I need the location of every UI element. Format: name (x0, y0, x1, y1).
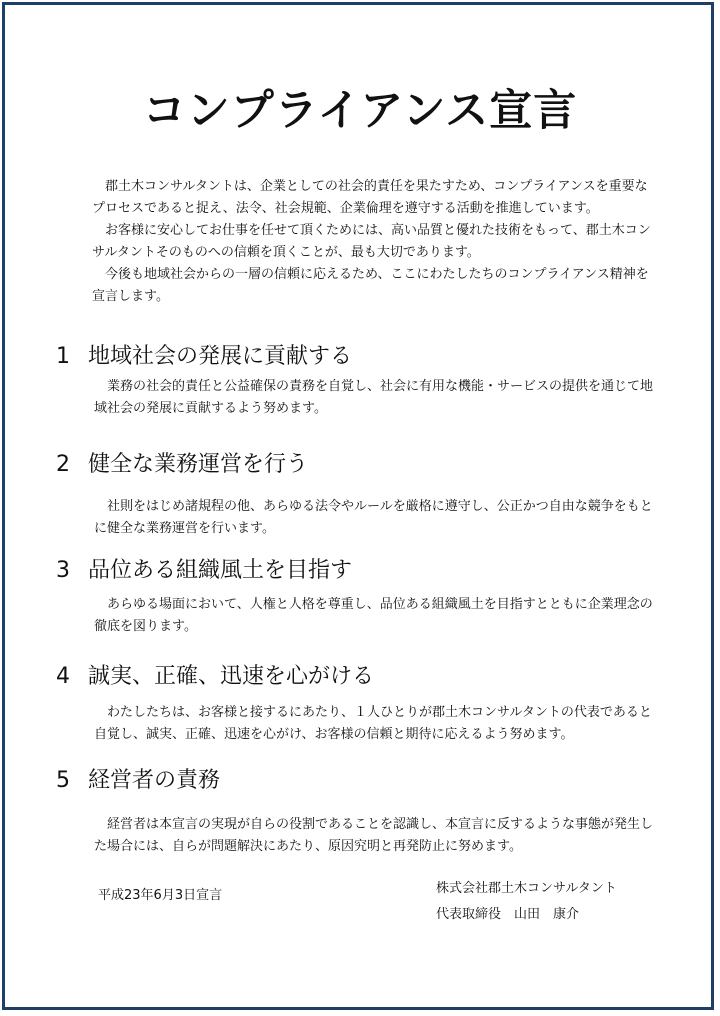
section-number: 1 (56, 344, 70, 369)
section-body-2: 社則をはじめ諸規程の他、あらゆる法令やルールを厳格に遵守し、公正かつ自由な競争をもとに健全な業務運営を行います。 (94, 499, 653, 536)
section-body-1: 業務の社会的責任と公益確保の責務を自覚し、社会に有用な機能・サービスの提供を通じて地域社会の発展に貢献するよう努めます。 (94, 379, 654, 416)
section-heading-text: 地域社会の発展に貢献する (88, 344, 353, 369)
section-body-4: わたしたちは、お客様と接するにあたり、１人ひとりが郡土木コンサルタントの代表であると自覚し、誠実、正確、迅速を心がけ、お客様の信頼と期待に応えるよう努めます。 (94, 705, 652, 742)
intro-paragraph-1: 郡土木コンサルタントは、企業としての社会的責任を果たすため、コンプライアンスを重要なプロセスであると捉え、法令、社会規範、企業倫理を遵守する活動を推進しています。 (92, 179, 648, 216)
intro-paragraph-2: お客様に安心してお仕事を任せて頂くためには、高い品質と優れた技術をもって、郡土木コンサルタントそのものへの信頼を頂くことが、最も大切であります。 (92, 223, 651, 260)
section-body-5: 経営者は本宣言の実現が自らの役割であることを認識し、本宣言に反するような事態が発生した場合には、自らが問題解決にあたり、原因究明と再発防止に努めます。 (94, 817, 654, 854)
section-heading-text: 誠実、正確、迅速を心がける (88, 664, 375, 689)
page-title: コンプライアンス宣言 (142, 86, 578, 136)
section-number: 3 (56, 558, 70, 583)
section-number: 4 (56, 664, 70, 689)
section-heading-text: 品位ある組織風土を目指す (88, 558, 353, 583)
section-heading-5 (56, 766, 220, 796)
section-heading-3 (56, 556, 352, 586)
signature-block (436, 876, 617, 928)
section-heading-text: 経営者の責務 (88, 768, 221, 793)
section-heading-text: 健全な業務運営を行う (88, 452, 309, 477)
section-number: 5 (56, 768, 70, 793)
section-body-3: あらゆる場面において、人権と人格を尊重し、品位ある組織風土を目指すとともに企業理念の徹底を図ります。 (94, 597, 653, 634)
intro-paragraph-3: 今後も地域社会からの一層の信頼に応えるため、ここにわたしたちのコンプライアンス精神を宣言します。 (92, 267, 649, 304)
company-name: 株式会社郡土木コンサルタント (436, 881, 617, 896)
declaration-date: 平成23年6月3日宣言 (98, 888, 223, 903)
section-heading-4 (56, 662, 374, 692)
representative-name: 代表取締役 山田 康介 (436, 907, 580, 922)
section-number: 2 (56, 452, 70, 477)
section-heading-1 (56, 342, 352, 372)
section-heading-2 (56, 450, 308, 480)
